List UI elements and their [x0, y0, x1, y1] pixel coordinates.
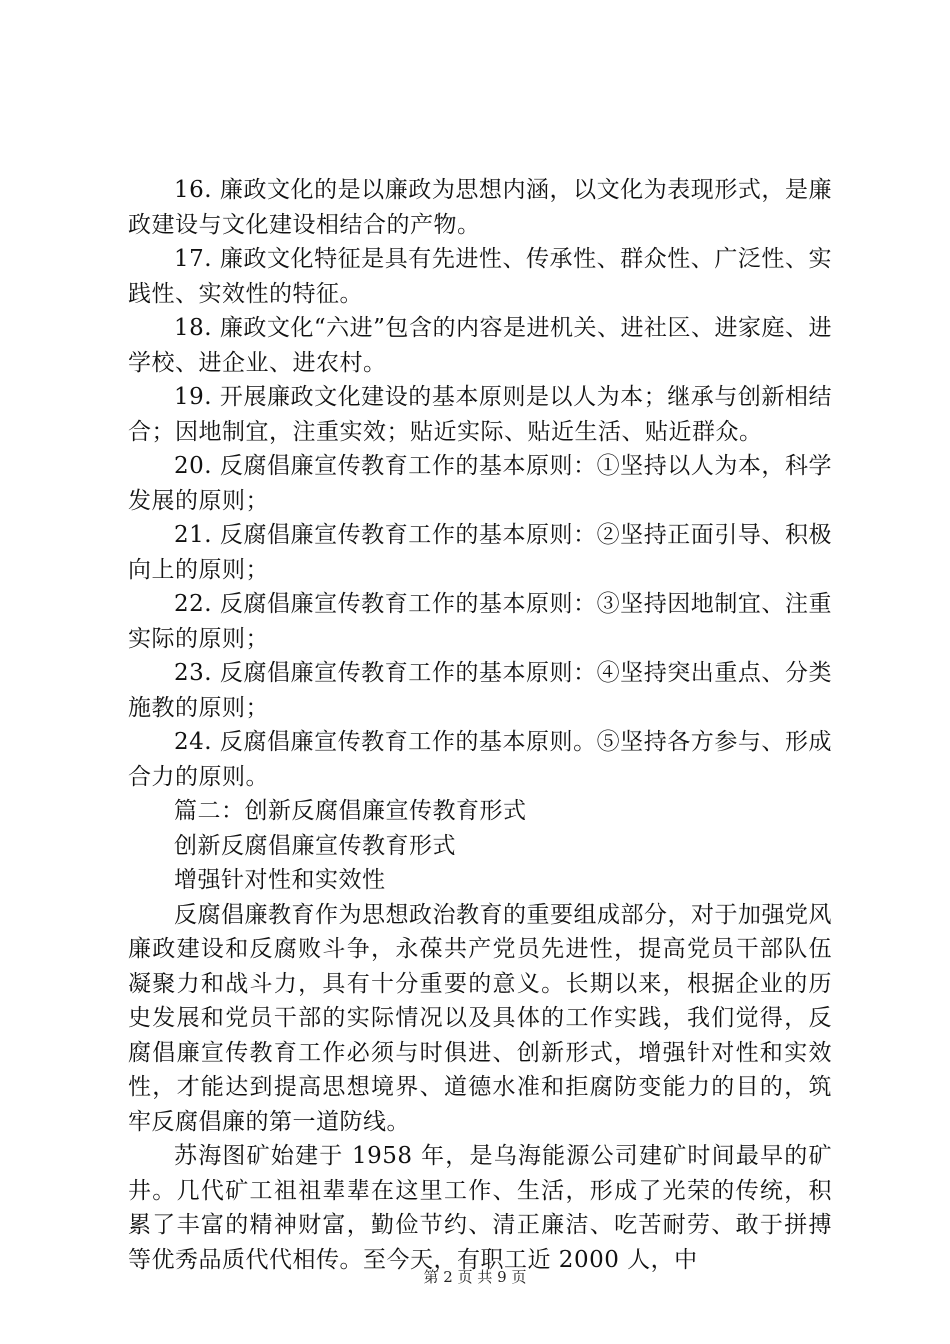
page-footer: 第 2 页 共 9 页: [423, 1268, 527, 1286]
paragraph: 22. 反腐倡廉宣传教育工作的基本原则：③坚持因地制宜、注重实际的原则；: [128, 591, 832, 652]
paragraph: 16. 廉政文化的是以廉政为思想内涵，以文化为表现形式，是廉政建设与文化建设相结合的产物。: [128, 177, 832, 238]
paragraph: 反腐倡廉教育作为思想政治教育的重要组成部分，对于加强党风廉政建设和反腐败斗争，永葆共产党员先进性，提高党员干部队伍凝聚力和战斗力，具有十分重要的意义。长期以来，根据企业的历史发展和党员干部的实际情况以及具体的工作实践，我们觉得，反腐倡廉宣传教育工作必须与时俱进、创新形式，增强针对性和实效性，才能达到提高思想境界、道德水准和拒腐防变能力的目的，筑牢反腐倡廉的第一道防线。: [128, 901, 832, 1135]
paragraph: 17. 廉政文化特征是具有先进性、传承性、群众性、广泛性、实践性、实效性的特征。: [128, 246, 832, 307]
article-subtitle: 增强针对性和实效性: [174, 867, 386, 893]
paragraph: 23. 反腐倡廉宣传教育工作的基本原则：④坚持突出重点、分类施教的原则；: [128, 660, 832, 721]
paragraph: 苏海图矿始建于 1958 年，是乌海能源公司建矿时间最早的矿井。几代矿工祖祖辈辈在这里工作、生活，形成了光荣的传统，积累了丰富的精神财富，勤俭节约、清正廉洁、吃苦耐劳、敢于拼搏等优秀品质代代相传。至今天，有职工近 2000 人，中: [128, 1143, 832, 1273]
article-title: 创新反腐倡廉宣传教育形式: [174, 832, 456, 859]
paragraph: 19. 开展廉政文化建设的基本原则是以人为本；继承与创新相结合；因地制宜，注重实效；贴近实际、贴近生活、贴近群众。: [128, 384, 832, 445]
paragraph: 20. 反腐倡廉宣传教育工作的基本原则：①坚持以人为本，科学发展的原则；: [128, 453, 832, 514]
paragraph: 24. 反腐倡廉宣传教育工作的基本原则。⑤坚持各方参与、形成合力的原则。: [128, 729, 832, 790]
paragraph: 21. 反腐倡廉宣传教育工作的基本原则：②坚持正面引导、积极向上的原则；: [128, 522, 832, 583]
section-heading: 篇二：创新反腐倡廉宣传教育形式: [174, 798, 527, 824]
document-body: [128, 173, 832, 1277]
paragraph: 18. 廉政文化“六进”包含的内容是进机关、进社区、进家庭、进学校、进企业、进农村。: [128, 315, 832, 376]
